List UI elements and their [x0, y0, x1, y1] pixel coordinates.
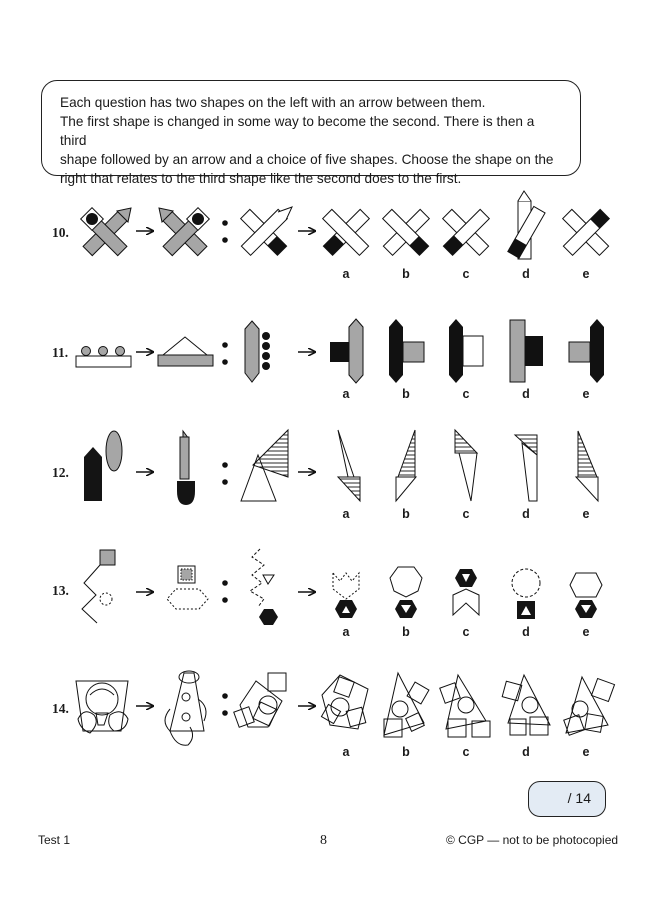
option-label[interactable]: d	[522, 625, 530, 639]
option-13-c	[453, 569, 479, 615]
option-label[interactable]: a	[342, 745, 350, 759]
option-13-a	[333, 573, 359, 618]
question-11	[0, 305, 660, 405]
option-14-b	[384, 673, 429, 737]
option-label[interactable]: e	[582, 387, 590, 401]
question-12	[0, 425, 660, 525]
option-14-a	[321, 675, 368, 729]
shape-11-2	[158, 337, 213, 366]
option-11-a	[330, 319, 363, 383]
option-14-e	[564, 677, 615, 735]
option-label[interactable]: b	[402, 387, 410, 401]
shape-11-1	[76, 347, 131, 368]
shape-12-1	[84, 431, 122, 501]
option-label[interactable]: e	[582, 267, 590, 281]
page-number: 8	[320, 833, 327, 848]
option-label[interactable]: a	[342, 267, 350, 281]
instructions-line: shape followed by an arrow and a choice of five shapes. Choose the shape on the	[60, 152, 554, 167]
option-label[interactable]: c	[462, 267, 470, 281]
shape-13-2	[167, 566, 208, 609]
option-label[interactable]: e	[582, 745, 590, 759]
option-10-d	[508, 191, 545, 259]
instructions-box	[41, 80, 581, 186]
question-10-figures	[0, 185, 660, 285]
option-14-d	[502, 675, 550, 735]
shape-11-3	[245, 321, 270, 382]
shape-14-2	[165, 671, 206, 745]
option-12-d	[515, 435, 537, 501]
score-box: / 14	[528, 781, 606, 817]
question-13	[0, 545, 660, 645]
shape-13-1	[82, 550, 115, 623]
option-14-c	[440, 675, 490, 737]
instructions-line: right that relates to the third shape like the second does to the first.	[60, 171, 462, 186]
question-10	[0, 185, 660, 285]
option-10-c	[443, 209, 490, 255]
option-label[interactable]: c	[462, 625, 470, 639]
option-label[interactable]: b	[402, 507, 410, 521]
option-label[interactable]: a	[342, 387, 350, 401]
question-number: 12.	[52, 465, 69, 480]
option-label[interactable]: d	[522, 745, 530, 759]
question-14	[0, 665, 660, 765]
shape-12-3	[241, 430, 288, 501]
shape-13-3	[250, 549, 278, 625]
question-number: 14.	[52, 701, 69, 716]
option-label[interactable]: b	[402, 625, 410, 639]
option-12-a	[338, 430, 360, 501]
option-11-b	[389, 319, 424, 383]
option-12-b	[396, 430, 416, 501]
option-11-e	[569, 319, 604, 383]
footer-test-label: Test 1	[38, 833, 71, 847]
question-number: 13.	[52, 583, 69, 598]
option-label[interactable]: a	[342, 625, 350, 639]
option-11-c	[449, 319, 483, 383]
option-label[interactable]: b	[402, 745, 410, 759]
option-label[interactable]: d	[522, 387, 530, 401]
option-13-b	[390, 567, 422, 618]
option-label[interactable]: e	[582, 625, 590, 639]
instructions-line: The first shape is changed in some way to become the second. There is then a third	[60, 114, 535, 148]
shape-10-2	[159, 208, 209, 256]
question-number: 10.	[52, 225, 69, 240]
option-13-e	[570, 573, 602, 618]
option-label[interactable]: c	[462, 507, 470, 521]
option-10-b	[383, 209, 430, 255]
option-11-d	[510, 320, 543, 382]
shape-12-2	[177, 431, 195, 505]
shape-14-1	[76, 681, 128, 733]
instructions-line: Each question has two shapes on the left with an arrow between them.	[60, 95, 486, 110]
option-label[interactable]: a	[342, 507, 350, 521]
option-label[interactable]: e	[582, 507, 590, 521]
option-label[interactable]: c	[462, 745, 470, 759]
option-10-e	[563, 209, 610, 255]
option-label[interactable]: d	[522, 267, 530, 281]
option-label[interactable]: c	[462, 387, 470, 401]
footer-copyright: © CGP — not to be photocopied	[446, 833, 619, 847]
shape-10-3	[241, 207, 292, 255]
option-12-c	[455, 430, 477, 501]
shape-10-1	[81, 208, 131, 256]
option-label[interactable]: b	[402, 267, 410, 281]
option-12-e	[576, 431, 598, 501]
option-label[interactable]: d	[522, 507, 530, 521]
option-10-a	[323, 209, 370, 255]
question-number: 11.	[52, 345, 69, 360]
shape-14-3	[234, 673, 286, 727]
option-13-d	[512, 569, 540, 619]
